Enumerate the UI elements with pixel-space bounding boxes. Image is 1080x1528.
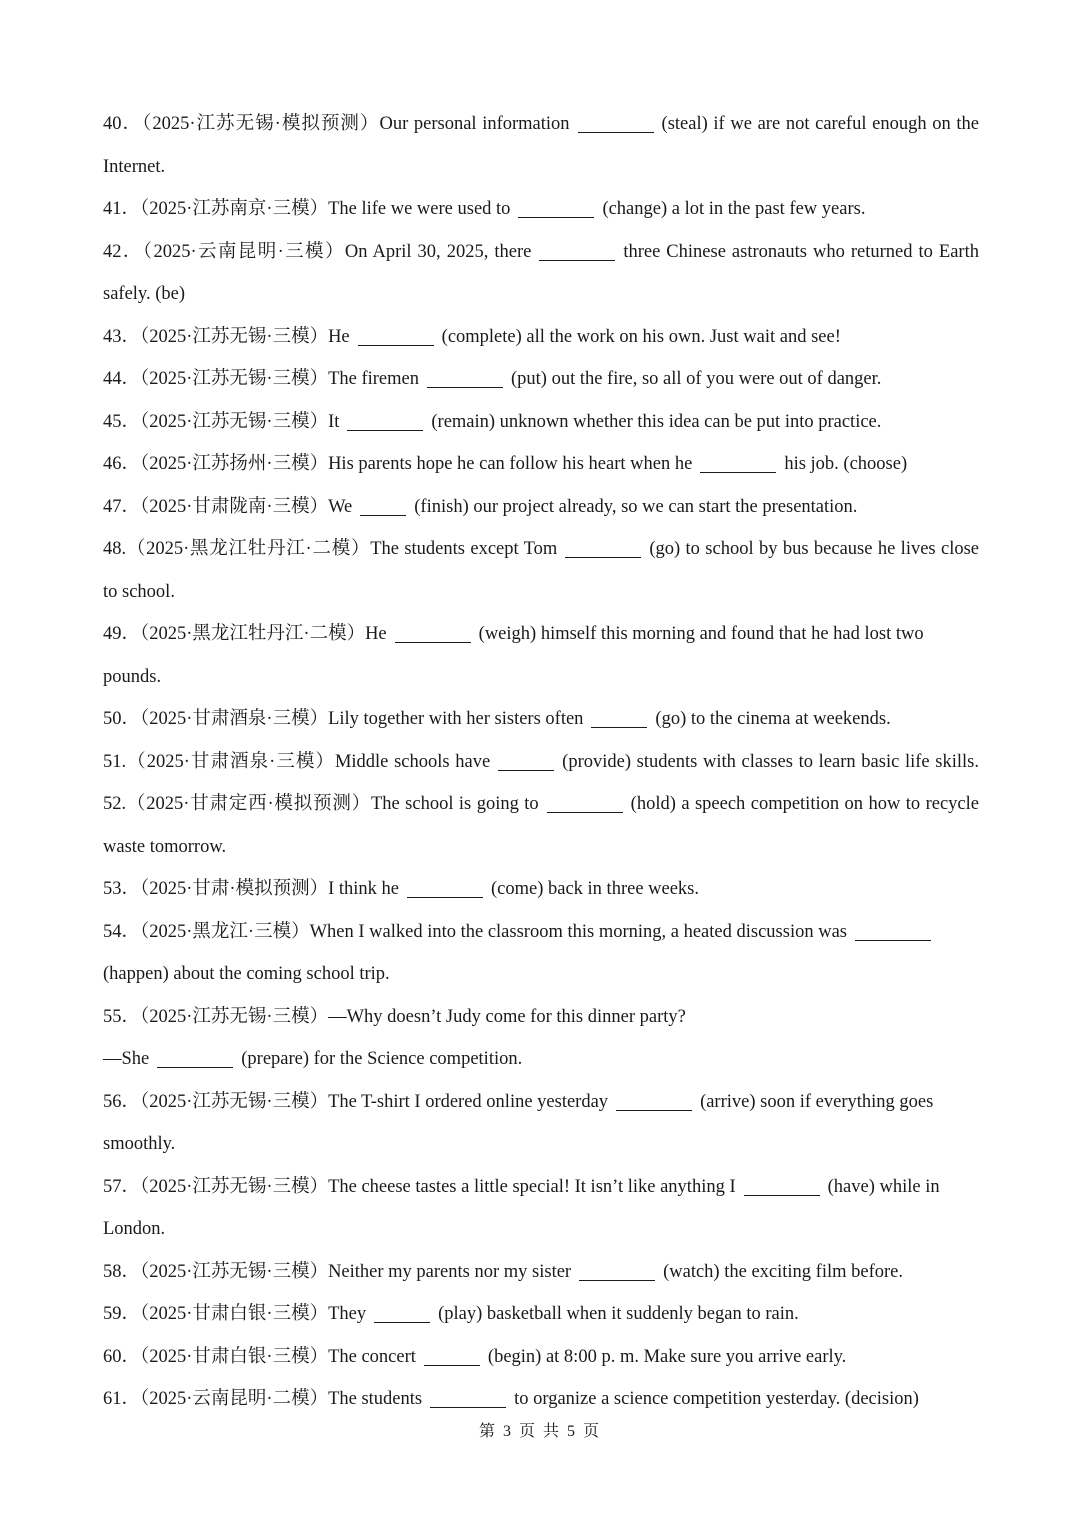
question-56 xyxy=(103,1081,979,1124)
question-54-continued xyxy=(103,953,979,996)
answer-blank[interactable] xyxy=(565,535,641,558)
question-52 xyxy=(103,783,979,826)
answer-blank[interactable] xyxy=(157,1045,233,1068)
question-52-continued xyxy=(103,826,979,869)
question-42 xyxy=(103,231,979,274)
question-list xyxy=(103,103,979,1421)
answer-blank[interactable] xyxy=(547,790,623,813)
answer-blank[interactable] xyxy=(360,493,406,516)
answer-blank[interactable] xyxy=(855,918,931,941)
question-text: (play) basketball when it suddenly began to rain. xyxy=(438,1304,799,1324)
question-text: 56．（2025·江苏无锡·三模）The T-shirt I ordered online yesterday xyxy=(103,1091,609,1112)
question-text: (remain) unknown whether this idea can be put into practice. xyxy=(431,411,882,432)
question-text: 51.（2025·甘肃酒泉·三模）Middle schools have xyxy=(103,751,491,772)
question-41 xyxy=(103,188,979,231)
question-57-continued xyxy=(103,1208,979,1251)
question-text: 46．（2025·江苏扬州·三模）His parents hope he can follow his heart when he xyxy=(103,454,693,474)
question-text: (begin) at 8:00 p. m. Make sure you arrive early. xyxy=(487,1346,847,1367)
question-42-continued xyxy=(103,273,979,316)
question-45 xyxy=(103,401,979,444)
question-text: 55．（2025·江苏无锡·三模）—Why doesn’t Judy come for this dinner party? xyxy=(103,1006,686,1027)
question-51 xyxy=(103,741,979,784)
answer-blank[interactable] xyxy=(407,875,483,898)
question-57 xyxy=(103,1166,979,1209)
question-text: safely. (be) xyxy=(103,284,186,304)
answer-blank[interactable] xyxy=(424,1343,480,1366)
answer-blank[interactable] xyxy=(744,1173,820,1196)
question-text: 60．（2025·甘肃白银·三模）The concert xyxy=(103,1346,416,1367)
question-text: smoothly. xyxy=(103,1134,176,1154)
question-text: (happen) about the coming school trip. xyxy=(103,964,390,984)
answer-blank[interactable] xyxy=(498,748,554,771)
answer-blank[interactable] xyxy=(395,620,471,643)
question-text: 47．（2025·甘肃陇南·三模）We xyxy=(103,496,353,517)
answer-blank[interactable] xyxy=(374,1300,430,1323)
question-text: 59．（2025·甘肃白银·三模）They xyxy=(103,1304,367,1324)
question-text: 43．（2025·江苏无锡·三模）He xyxy=(103,326,350,347)
question-text: London. xyxy=(103,1219,166,1239)
question-48 xyxy=(103,528,979,571)
answer-blank[interactable] xyxy=(591,705,647,728)
question-text: to organize a science competition yesterday. (decision) xyxy=(514,1389,919,1409)
question-text: 53．（2025·甘肃·模拟预测）I think he xyxy=(103,879,399,899)
question-text: (have) while in xyxy=(827,1176,940,1197)
question-text: 52.（2025·甘肃定西·模拟预测）The school is going to xyxy=(103,794,539,814)
question-text: 42．（2025·云南昆明·三模）On April 30, 2025, there xyxy=(103,241,532,262)
answer-blank[interactable] xyxy=(518,195,594,218)
question-text: 48.（2025·黑龙江牡丹江·二模）The students except Tom xyxy=(103,539,558,559)
answer-blank[interactable] xyxy=(700,450,776,473)
question-text: to school. xyxy=(103,581,175,602)
answer-blank[interactable] xyxy=(358,323,434,346)
question-55 xyxy=(103,996,979,1039)
question-text: 41．（2025·江苏南京·三模）The life we were used to xyxy=(103,199,511,219)
question-text: 40．（2025·江苏无锡·模拟预测）Our personal information xyxy=(103,114,570,134)
question-40 xyxy=(103,103,979,146)
question-text: 57．（2025·江苏无锡·三模）The cheese tastes a little special! It isn’t like anything I xyxy=(103,1176,736,1197)
question-40-continued xyxy=(103,146,979,189)
question-text: (provide) students with classes to learn basic life skills. xyxy=(562,751,979,772)
question-text: 49．（2025·黑龙江牡丹江·二模）He xyxy=(103,624,387,644)
question-text: (steal) if we are not careful enough on the xyxy=(661,114,979,134)
question-text: (weigh) himself this morning and found that he had lost two xyxy=(478,624,924,644)
question-text: (go) to the cinema at weekends. xyxy=(655,709,891,729)
question-53 xyxy=(103,868,979,911)
question-text: 61．（2025·云南昆明·二模）The students xyxy=(103,1389,423,1409)
answer-blank[interactable] xyxy=(579,1258,655,1281)
question-47 xyxy=(103,486,979,529)
question-text: waste tomorrow. xyxy=(103,836,227,857)
question-text: (watch) the exciting film before. xyxy=(663,1261,903,1282)
question-text: 44．（2025·江苏无锡·三模）The firemen xyxy=(103,369,419,389)
answer-blank[interactable] xyxy=(430,1385,506,1408)
question-48-continued xyxy=(103,571,979,614)
question-text: (complete) all the work on his own. Just wait and see! xyxy=(441,326,841,347)
question-54 xyxy=(103,911,979,954)
question-58 xyxy=(103,1251,979,1294)
question-text: (hold) a speech competition on how to recycle xyxy=(630,794,979,814)
answer-blank[interactable] xyxy=(616,1088,692,1111)
question-text: (come) back in three weeks. xyxy=(490,879,700,899)
question-61 xyxy=(103,1378,979,1421)
question-text: 58．（2025·江苏无锡·三模）Neither my parents nor my sister xyxy=(103,1261,572,1282)
question-43 xyxy=(103,316,979,359)
question-50 xyxy=(103,698,979,741)
question-59 xyxy=(103,1293,979,1336)
question-text: pounds. xyxy=(103,666,162,687)
question-text: (finish) our project already, so we can start the presentation. xyxy=(414,496,858,517)
answer-blank[interactable] xyxy=(539,238,615,261)
question-49 xyxy=(103,613,979,656)
question-text: 45．（2025·江苏无锡·三模）It xyxy=(103,411,340,432)
question-text: (go) to school by bus because he lives close xyxy=(649,539,980,559)
question-55-continued xyxy=(103,1038,979,1081)
question-text: Internet. xyxy=(103,156,166,177)
question-49-continued xyxy=(103,656,979,699)
question-text: —She xyxy=(103,1049,150,1069)
answer-blank[interactable] xyxy=(347,408,423,431)
page-footer: 第 3 页 共 5 页 xyxy=(478,1423,601,1440)
question-44 xyxy=(103,358,979,401)
question-text: (change) a lot in the past few years. xyxy=(602,199,866,219)
question-text: (prepare) for the Science competition. xyxy=(241,1049,523,1069)
question-text: (arrive) soon if everything goes xyxy=(700,1091,934,1112)
question-46 xyxy=(103,443,979,486)
question-56-continued xyxy=(103,1123,979,1166)
question-text: (put) out the fire, so all of you were out of danger. xyxy=(510,369,882,389)
question-text: 50．（2025·甘肃酒泉·三模）Lily together with her sisters often xyxy=(103,709,584,729)
question-text: his job. (choose) xyxy=(784,454,908,474)
question-text: 54．（2025·黑龙江·三模）When I walked into the classroom this morning, a heated discussion was xyxy=(103,921,847,942)
answer-blank[interactable] xyxy=(427,365,503,388)
question-60 xyxy=(103,1336,979,1379)
question-text: three Chinese astronauts who returned to Earth xyxy=(623,241,979,262)
answer-blank[interactable] xyxy=(578,110,654,133)
